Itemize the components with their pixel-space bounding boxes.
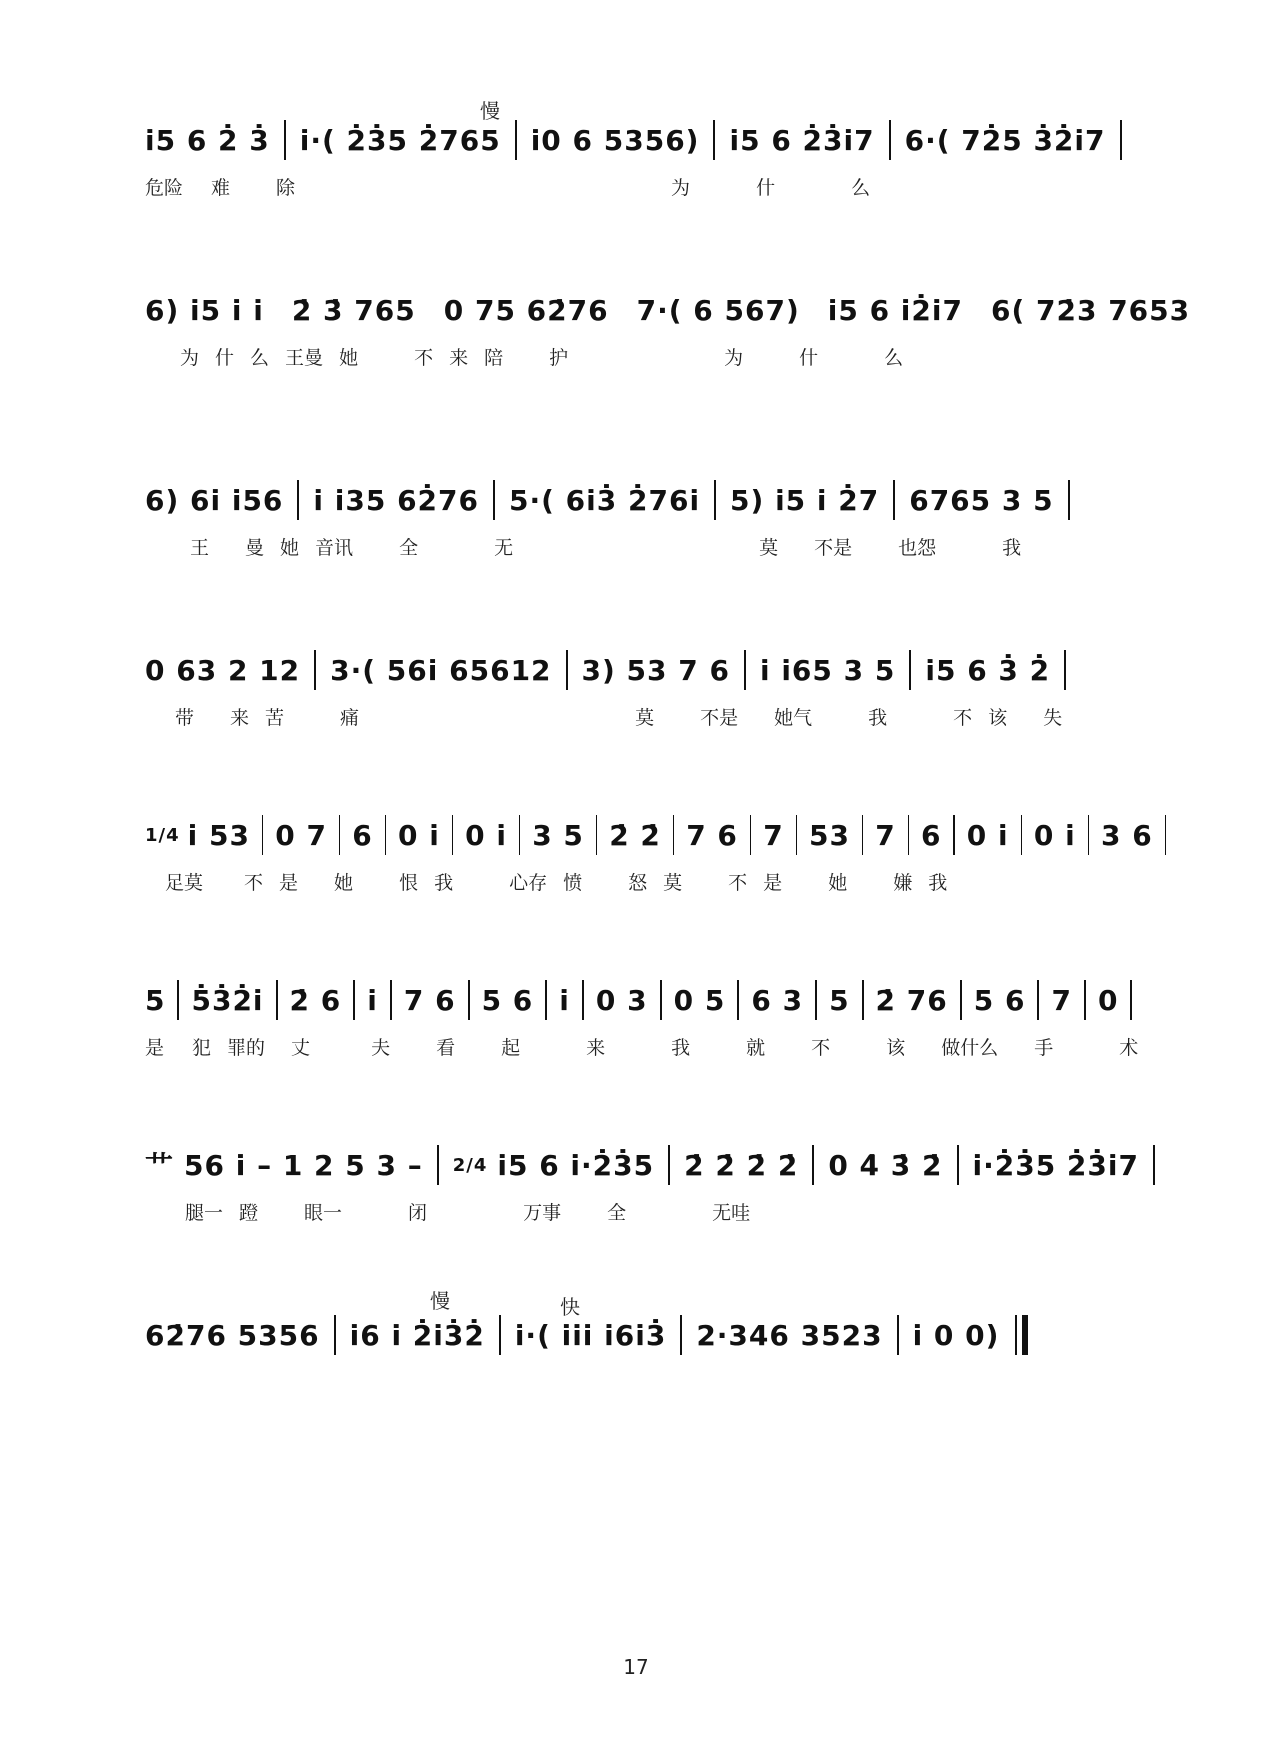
notation-row (145, 1310, 1170, 1360)
score-line-2 (145, 285, 1191, 395)
lyric: 来 (586, 1036, 606, 1059)
lyrics-row (145, 341, 1170, 371)
barline (493, 480, 495, 520)
measure: 6765 3 5 (909, 483, 1054, 517)
barline (750, 815, 751, 855)
lyric: 愤 (563, 871, 583, 894)
measure: 5 (829, 983, 850, 1017)
lyric: 全 (399, 536, 419, 559)
lyric: 腿一 (185, 1201, 224, 1224)
lyric: 夫 (371, 1036, 391, 1059)
lyric: 无哇 (712, 1201, 751, 1224)
measure: 0 63 2 12 (145, 653, 301, 687)
measure: 2̇ 6 (289, 983, 342, 1017)
tempo-mark-man: 慢 (430, 1289, 450, 1313)
barline (957, 1145, 959, 1185)
measure: i̇5 6 2̇3̇i̇7 (729, 123, 875, 157)
measure: 2̇ 3̇ 765 (291, 293, 416, 327)
score-line-8 (145, 1289, 1170, 1405)
tempo-mark-man: 慢 (480, 99, 500, 123)
lyric: 恨 (399, 871, 419, 894)
measure: 7·( 6 567) (636, 293, 800, 327)
lyric: 来 (449, 346, 469, 369)
lyric: 我 (868, 706, 888, 729)
measure: 7 6 (403, 983, 456, 1017)
measure: 3) 53 7 6 (581, 653, 730, 687)
lyric: 陪 (484, 346, 504, 369)
barline (737, 980, 739, 1020)
barline (897, 1315, 899, 1355)
measure: 2·346 3523 (696, 1318, 883, 1352)
lyric: 丈 (291, 1036, 311, 1059)
lyrics-row (145, 1031, 1170, 1061)
measure: 5·( 6i̇3̇ 2̇76i̇ (509, 483, 701, 517)
barline (390, 980, 392, 1020)
score-line-6 (145, 975, 1170, 1085)
notation-row (145, 975, 1170, 1025)
barline (262, 815, 263, 855)
barline (1064, 650, 1066, 690)
barline (596, 815, 597, 855)
measure: i̇0 6 5356) (530, 123, 700, 157)
barline (908, 815, 909, 855)
lyric: 不 (414, 346, 434, 369)
measure: 3 5 (532, 818, 584, 852)
measure: 2̇ 2̇ (609, 818, 661, 852)
measure: i̇5 6 i̇·2̇3̇5 (497, 1148, 655, 1182)
lyric: 嫌 (893, 871, 913, 894)
barline (1130, 980, 1132, 1020)
measure: 56 i̇ – 1 2 5 3 – (184, 1148, 423, 1182)
lyric: 带 (175, 706, 195, 729)
barline (177, 980, 179, 1020)
lyric: 做什么 (941, 1036, 999, 1059)
barline (545, 980, 547, 1020)
measure: 3 6 (1100, 818, 1153, 852)
measure: 5 6 (481, 983, 534, 1017)
lyric: 她 (280, 536, 300, 559)
barline (673, 815, 674, 855)
barline (815, 980, 817, 1020)
lyric: 失 (1043, 706, 1063, 729)
measure: 5̇3̇2̇i̇ (191, 983, 264, 1017)
lyric: 眼一 (304, 1201, 343, 1224)
measure: i̇·2̇3̇5 2̇3̇i̇7 (972, 1148, 1139, 1182)
measure: 0 i̇ (397, 818, 440, 852)
lyric: 么 (851, 176, 871, 199)
notation-row (145, 115, 1170, 165)
lyric: 该 (886, 1036, 906, 1059)
measure: i̇ (559, 983, 570, 1017)
measure: 5 6 (973, 983, 1026, 1017)
barline (668, 1145, 670, 1185)
barline (385, 815, 386, 855)
measure: 6) 6i̇ i̇56 (145, 483, 284, 517)
barline (713, 120, 715, 160)
measure: 7 (763, 818, 784, 852)
score-line-1 (145, 99, 1170, 225)
barline (862, 815, 863, 855)
barline (796, 815, 797, 855)
lyric: 就 (746, 1036, 766, 1059)
time-signature: 2/4 (452, 1154, 488, 1176)
measure: 62̇76 5356 (145, 1318, 320, 1352)
lyrics-row (145, 701, 1170, 731)
measure: 0 (1097, 983, 1119, 1017)
lyric: 王 (190, 536, 210, 559)
barline (1068, 480, 1070, 520)
barline (1088, 815, 1089, 855)
barline (1165, 815, 1166, 855)
barline (515, 120, 517, 160)
barline (714, 480, 716, 520)
notation-row (145, 475, 1170, 525)
lyrics-row (145, 531, 1170, 561)
barline (862, 980, 864, 1020)
barline (339, 815, 340, 855)
measure: 7 (1051, 983, 1072, 1017)
barline (1021, 815, 1022, 855)
page-number: 17 (623, 1655, 649, 1679)
measure: 0 7 (275, 818, 327, 852)
barline (452, 815, 453, 855)
lyric: 怒 (628, 871, 648, 894)
lyric: 我 (671, 1036, 691, 1059)
lyric: 什 (799, 346, 819, 369)
measure: i̇ 53 (187, 818, 250, 852)
barline (909, 650, 911, 690)
measure: 0 i̇ (1033, 818, 1076, 852)
lyrics-row (145, 1196, 1170, 1226)
lyric: 全 (607, 1201, 627, 1224)
lyric: 苦 (265, 706, 285, 729)
barline (566, 650, 568, 690)
measure: 6) i̇5 i̇ i̇ (145, 293, 264, 327)
measure: 53 (808, 818, 850, 852)
measure: 2̇ 2̇ 2̇ 2̇ (684, 1148, 799, 1182)
lyric: 莫 (663, 871, 683, 894)
lyric: 不是 (700, 706, 739, 729)
lyric: 为 (724, 346, 744, 369)
lyric: 我 (928, 871, 948, 894)
lyric: 不 (244, 871, 264, 894)
measure: i̇·( 2̇3̇5 2̇765 (299, 123, 501, 157)
lyric: 护 (549, 346, 569, 369)
lyric: 无 (494, 536, 514, 559)
lyric: 不是 (814, 536, 853, 559)
free-meter-sign: 艹 (145, 1150, 175, 1183)
barline (276, 980, 278, 1020)
lyric: 来 (230, 706, 250, 729)
lyric: 术 (1119, 1036, 1139, 1059)
barline (1037, 980, 1039, 1020)
lyric: 她 (339, 346, 359, 369)
barline (680, 1315, 682, 1355)
lyric: 犯 (192, 1036, 212, 1059)
lyric: 看 (436, 1036, 456, 1059)
barline (660, 980, 662, 1020)
notation-row (145, 810, 1170, 860)
barline (499, 1315, 501, 1355)
barline (1084, 980, 1086, 1020)
lyric: 痛 (340, 706, 360, 729)
lyric: 么 (884, 346, 904, 369)
measure: 0 i̇ (465, 818, 507, 852)
notation-row (145, 1140, 1170, 1190)
lyric: 什 (215, 346, 235, 369)
score-line-5 (145, 810, 1170, 920)
measure: i̇6 i̇ 2̇i̇3̇2̇ (349, 1318, 485, 1352)
measure: i̇·( i̇i̇i̇ i̇6i̇3̇ (514, 1318, 667, 1352)
lyric: 是 (279, 871, 299, 894)
score-line-3 (145, 475, 1170, 585)
measure: 5) i̇5 i̇ 2̇7 (730, 483, 880, 517)
measure: 5 (145, 983, 166, 1017)
lyric: 我 (1002, 536, 1022, 559)
lyric: 她 (828, 871, 848, 894)
measure: i̇ i̇65 3 5 (759, 653, 896, 687)
lyric: 曼 (245, 536, 265, 559)
measure: i̇5 6 i̇2̇i̇7 (827, 293, 963, 327)
measure: 0 3 (595, 983, 648, 1017)
lyric: 我 (434, 871, 454, 894)
time-signature: 1/4 (145, 824, 180, 846)
measure: i̇ i̇35 62̇76 (313, 483, 480, 517)
notation-row (145, 645, 1170, 695)
lyric: 她气 (774, 706, 813, 729)
measure: i̇5 6 2̇ 3̇ (145, 123, 270, 157)
lyric: 该 (988, 706, 1008, 729)
measure: 6 (352, 818, 373, 852)
measure: 6 3 (751, 983, 804, 1017)
notation-row (145, 285, 1191, 335)
lyric: 不 (728, 871, 748, 894)
lyric: 为 (180, 346, 200, 369)
barline (1120, 120, 1122, 160)
barline (744, 650, 746, 690)
measure: 6( 72̇3 7653 (990, 293, 1191, 327)
score-line-4 (145, 645, 1170, 755)
measure: 0 5 (673, 983, 726, 1017)
barline (297, 480, 299, 520)
measure: 0 i̇ (966, 818, 1009, 852)
lyric: 音讯 (315, 536, 354, 559)
lyric: 足莫 (165, 871, 204, 894)
measure: 7 (875, 818, 896, 852)
tempo-mark-kuai: 快 (560, 1295, 580, 1319)
lyric: 不 (811, 1036, 831, 1059)
barline (334, 1315, 336, 1355)
barline (893, 480, 895, 520)
barline (812, 1145, 814, 1185)
lyric: 危险 (145, 176, 184, 199)
lyric: 莫 (635, 706, 655, 729)
lyric: 她 (334, 871, 354, 894)
lyric: 除 (276, 176, 296, 199)
lyric: 手 (1034, 1036, 1054, 1059)
barline (314, 650, 316, 690)
lyric: 是 (145, 1036, 165, 1059)
measure: 2̇ 76 (875, 983, 948, 1017)
lyric: 是 (763, 871, 783, 894)
barline (960, 980, 962, 1020)
lyric: 莫 (759, 536, 779, 559)
lyric: 罪的 (227, 1036, 266, 1059)
final-barline (1015, 1315, 1023, 1355)
barline (1153, 1145, 1155, 1185)
barline (953, 815, 954, 855)
lyric: 王曼 (285, 346, 324, 369)
lyric: 闭 (408, 1201, 428, 1224)
lyrics-row (145, 866, 1170, 896)
lyric: 什 (756, 176, 776, 199)
barline (353, 980, 355, 1020)
measure: 3·( 56i̇ 65612 (330, 653, 552, 687)
lyrics-row (145, 171, 1170, 201)
lyric: 难 (211, 176, 231, 199)
measure: 0 4̇ 3̇ 2̇ (828, 1148, 943, 1182)
barline (468, 980, 470, 1020)
lyric: 万事 (523, 1201, 562, 1224)
lyric: 也怨 (898, 536, 937, 559)
measure: 0 75 62̇76 (443, 293, 609, 327)
lyric: 不 (953, 706, 973, 729)
measure: 6 (920, 818, 942, 852)
measure: i̇ 0 0) (912, 1318, 1000, 1352)
score-line-7 (145, 1140, 1170, 1250)
lyric: 蹬 (239, 1201, 259, 1224)
lyric: 为 (671, 176, 691, 199)
measure: i̇5 6 3̇ 2̇ (925, 653, 1051, 687)
barline (582, 980, 584, 1020)
measure: 6·( 72̇5 3̇2̇i̇7 (904, 123, 1106, 157)
measure: i̇ (367, 983, 378, 1017)
barline (889, 120, 891, 160)
lyric: 心存 (509, 871, 548, 894)
barline (437, 1145, 439, 1185)
measure: 7 6 (686, 818, 738, 852)
barline (284, 120, 286, 160)
lyric: 么 (250, 346, 270, 369)
barline (519, 815, 520, 855)
lyric: 起 (501, 1036, 521, 1059)
